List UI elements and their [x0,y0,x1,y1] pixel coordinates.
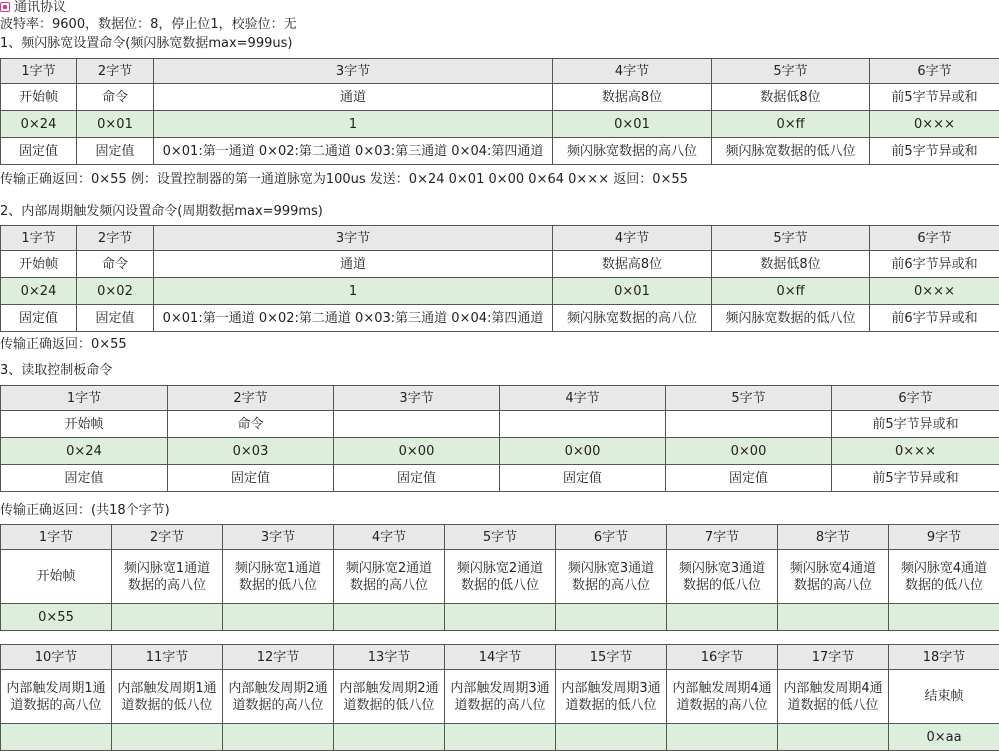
table-cell: 0×01:第一通道 0×02:第二通道 0×03:第三通道 0×04:第四通道 [154,305,553,332]
table-cell: 内部触发周期4通 道数据的高八位 [667,670,778,724]
table-cell: 2字节 [168,386,334,411]
serial-settings: 波特率：9600，数据位：8，停止位1，校验位：无 [0,17,297,32]
table-cell: 1 [154,278,553,305]
table-cell: 6字节 [556,525,667,550]
table-cell: 频闪脉宽4通道 数据的低八位 [889,550,999,604]
table-cell: 2字节 [77,226,154,251]
table-row [1,438,999,465]
table-cell: 频闪脉宽数据的低八位 [712,305,870,332]
section2-title: 2、内部周期触发频闪设置命令(周期数据max=999ms) [0,204,323,219]
table-cell: 15字节 [556,645,667,670]
table-cell: 11字节 [112,645,223,670]
table-cell: 0×ff [712,111,870,138]
table-cell [500,411,666,438]
table-cell: 3字节 [334,386,500,411]
table-cell: 通道 [154,84,553,111]
table-row [1,550,999,604]
table-cell: 通道 [154,251,553,278]
table-cell: 固定值 [168,465,334,492]
table-cell: 内部触发周期4通 道数据的低八位 [778,670,889,724]
table-cell: 0×24 [1,278,77,305]
table-cell: 固定值 [666,465,832,492]
table-cell: 内部触发周期1通 道数据的低八位 [112,670,223,724]
table-cell: 开始帧 [1,550,112,604]
table-cell [112,604,223,631]
table-row [1,411,999,438]
table-cell: 频闪脉宽2通道 数据的高八位 [334,550,445,604]
table-cell: 13字节 [334,645,445,670]
table-cell: 频闪脉宽数据的高八位 [553,138,712,165]
table-cell [667,724,778,751]
table-cell: 6字节 [870,59,999,84]
table-cell: 0×01 [553,111,712,138]
table-cell [778,604,889,631]
table-cell [334,604,445,631]
table-cell: 0×aa [889,724,999,751]
table-cell: 6字节 [832,386,999,411]
table-cell: 14字节 [445,645,556,670]
table-cell: 4字节 [500,386,666,411]
table-cell: 内部触发周期3通 道数据的高八位 [445,670,556,724]
table-cell: 0××× [832,438,999,465]
table-cell: 命令 [77,84,154,111]
protocol-title: 通讯协议 [14,0,67,15]
return-bytes-table-2 [0,644,999,751]
table-cell [556,724,667,751]
table-cell: 0×01 [553,278,712,305]
table-cell: 17字节 [778,645,889,670]
section4-note: 传输正确返回：(共18个字节) [0,503,170,518]
table-row [1,645,999,670]
table-cell: 1字节 [1,525,112,550]
table-row [1,465,999,492]
table-cell: 0×01:第一通道 0×02:第二通道 0×03:第三通道 0×04:第四通道 [154,138,553,165]
table-cell: 12字节 [223,645,334,670]
table-cell: 频闪脉宽2通道 数据的低八位 [445,550,556,604]
table-cell: 前5字节异或和 [832,465,999,492]
table-cell: 命令 [77,251,154,278]
table-cell: 数据高8位 [553,84,712,111]
table-cell: 0×02 [77,278,154,305]
table-cell: 4字节 [553,226,712,251]
table-row [1,59,999,84]
table-cell: 1 [154,111,553,138]
section2-table [0,225,999,332]
table-cell: 内部触发周期3通 道数据的低八位 [556,670,667,724]
table-row [1,111,999,138]
table-cell: 前6字节异或和 [870,251,999,278]
table-cell [112,724,223,751]
table-cell [223,604,334,631]
table-cell: 结束帧 [889,670,999,724]
table-cell: 命令 [168,411,334,438]
table-cell: 0×00 [334,438,500,465]
table-cell [445,604,556,631]
table-cell: 数据高8位 [553,251,712,278]
table-cell: 3字节 [154,59,553,84]
table-cell [556,604,667,631]
table-cell: 5字节 [712,226,870,251]
section3-table [0,385,999,492]
section2-note: 传输正确返回：0×55 [0,337,127,352]
table-row [1,604,999,631]
table-cell: 0×01 [77,111,154,138]
table-cell: 开始帧 [1,411,168,438]
table-cell: 7字节 [667,525,778,550]
return-bytes-table-1 [0,524,999,631]
table-cell: 5字节 [712,59,870,84]
table-cell: 1字节 [1,386,168,411]
table-cell: 0××× [870,111,999,138]
table-cell [889,604,999,631]
table-cell: 10字节 [1,645,112,670]
table-cell: 前5字节异或和 [870,84,999,111]
table-cell: 固定值 [334,465,500,492]
table-cell: 频闪脉宽1通道 数据的高八位 [112,550,223,604]
table-cell: 频闪脉宽1通道 数据的低八位 [223,550,334,604]
table-cell: 4字节 [553,59,712,84]
table-cell: 固定值 [500,465,666,492]
table-cell: 16字节 [667,645,778,670]
table-cell: 5字节 [666,386,832,411]
table-cell: 2字节 [112,525,223,550]
protocol-icon [0,2,10,12]
section1-title: 1、频闪脉宽设置命令(频闪脉宽数据max=999us) [0,36,293,51]
table-cell: 固定值 [1,138,77,165]
table-cell: 频闪脉宽3通道 数据的低八位 [667,550,778,604]
table-cell: 数据低8位 [712,251,870,278]
table-cell: 开始帧 [1,84,77,111]
table-cell: 1字节 [1,226,77,251]
table-cell: 0×00 [666,438,832,465]
table-row [1,138,999,165]
table-cell [1,724,112,751]
table-row [1,670,999,724]
table-cell: 1字节 [1,59,77,84]
table-cell: 6字节 [870,226,999,251]
table-cell: 0×00 [500,438,666,465]
table-row [1,724,999,751]
table-row [1,226,999,251]
table-cell: 频闪脉宽数据的高八位 [553,305,712,332]
table-cell: 0×ff [712,278,870,305]
table-cell: 频闪脉宽数据的低八位 [712,138,870,165]
section3-title: 3、读取控制板命令 [0,363,113,378]
table-cell [666,411,832,438]
table-row [1,386,999,411]
table-row [1,278,999,305]
table-cell: 固定值 [77,138,154,165]
table-cell: 2字节 [77,59,154,84]
table-cell: 数据低8位 [712,84,870,111]
table-row [1,251,999,278]
table-cell [334,411,500,438]
table-cell [778,724,889,751]
table-cell: 内部触发周期2通 道数据的低八位 [334,670,445,724]
table-cell: 频闪脉宽4通道 数据的高八位 [778,550,889,604]
table-cell: 频闪脉宽3通道 数据的高八位 [556,550,667,604]
table-cell: 0×24 [1,111,77,138]
table-cell: 固定值 [1,305,77,332]
table-cell: 固定值 [1,465,168,492]
table-cell [667,604,778,631]
table-cell: 0×55 [1,604,112,631]
table-cell: 前6字节异或和 [870,305,999,332]
protocol-heading [0,0,66,16]
table-cell [445,724,556,751]
table-cell: 9字节 [889,525,999,550]
table-cell [223,724,334,751]
table-cell: 5字节 [445,525,556,550]
table-cell: 0×03 [168,438,334,465]
section1-table [0,58,999,165]
table-cell: 前5字节异或和 [832,411,999,438]
table-cell: 前5字节异或和 [870,138,999,165]
table-cell: 8字节 [778,525,889,550]
table-row [1,305,999,332]
table-row [1,84,999,111]
table-cell: 4字节 [334,525,445,550]
table-cell: 内部触发周期1通 道数据的高八位 [1,670,112,724]
table-cell: 开始帧 [1,251,77,278]
table-cell: 固定值 [77,305,154,332]
table-cell: 0×24 [1,438,168,465]
table-row [1,525,999,550]
table-cell: 3字节 [154,226,553,251]
table-cell: 18字节 [889,645,999,670]
table-cell [334,724,445,751]
table-cell: 内部触发周期2通 道数据的高八位 [223,670,334,724]
section1-note: 传输正确返回：0×55 例：设置控制器的第一通道脉宽为100us 发送：0×24 0×01 0×00 0×64 0××× 返回：0×55 [0,172,688,187]
table-cell: 0××× [870,278,999,305]
table-cell: 3字节 [223,525,334,550]
